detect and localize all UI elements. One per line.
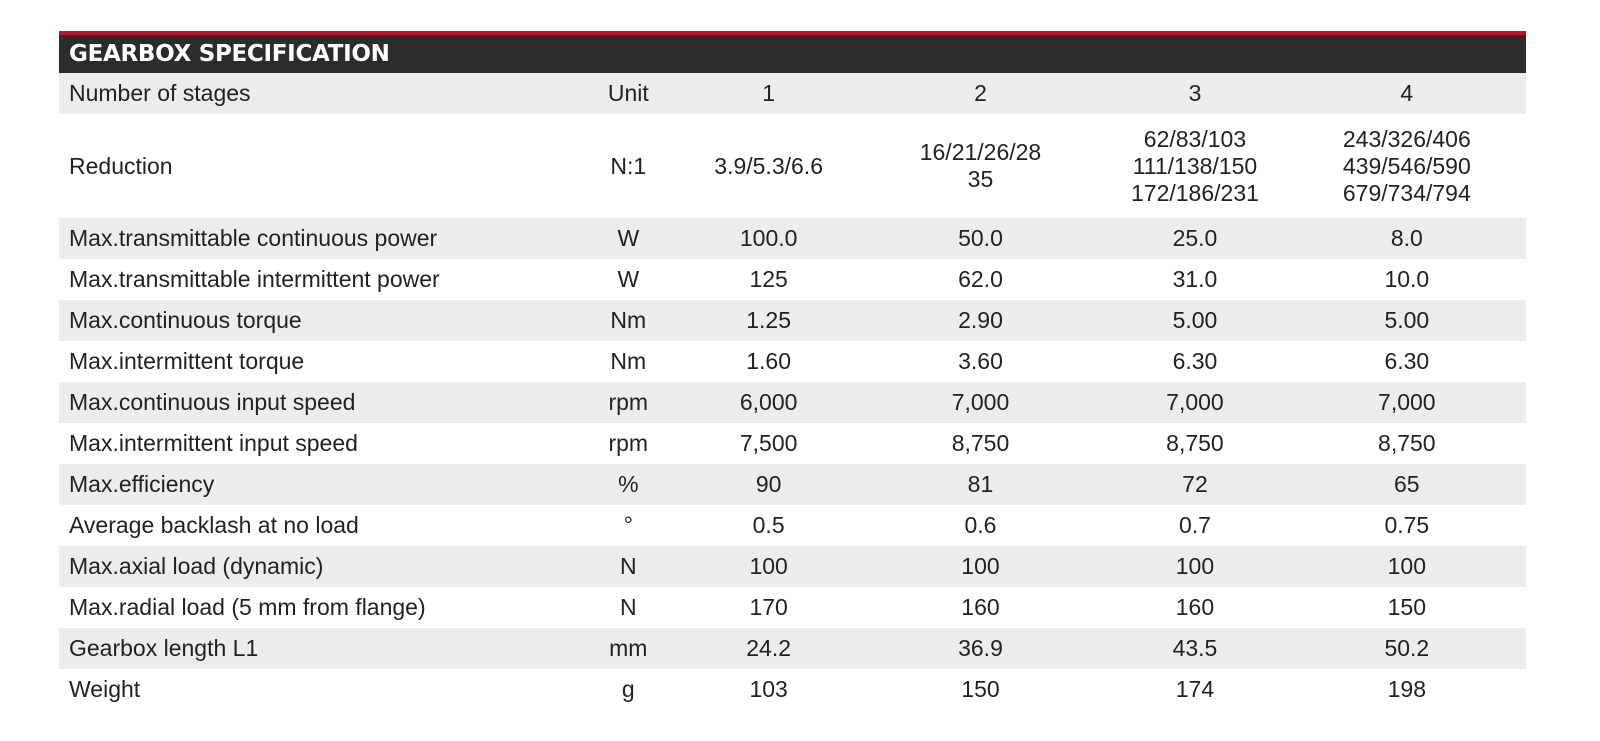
table-row <box>59 300 1526 341</box>
table-title: GEARBOX SPECIFICATION <box>59 35 1526 73</box>
row-value-stage-2: 2.90 <box>859 300 1103 341</box>
table-row <box>59 587 1526 628</box>
table-row <box>59 464 1526 505</box>
row-unit: % <box>578 464 679 505</box>
row-value-stage-2: 150 <box>961 676 1000 702</box>
header-unit: Unit <box>578 73 679 114</box>
row-value-stage-2: 3.60 <box>958 348 1003 374</box>
row-value-stage-2: 50.0 <box>859 218 1103 259</box>
row-value-stage-2: 8,750 <box>951 430 1010 456</box>
row-unit: rpm <box>578 382 679 423</box>
row-value-stage-4: 6.30 <box>1384 348 1430 374</box>
row-value-stage-4: 5.00 <box>1288 300 1526 341</box>
row-value-stage-1: 100.0 <box>679 218 859 259</box>
row-unit: W <box>617 266 640 292</box>
reduction-line: 16/21/26/28 <box>919 139 1042 165</box>
reduction-line: 439/546/590 <box>1342 152 1471 179</box>
header-stage-1: 1 <box>679 73 859 114</box>
row-unit: W <box>578 218 679 259</box>
row-value-stage-4: 10.0 <box>1384 266 1430 292</box>
row-value-stage-2: 81 <box>859 464 1103 505</box>
table-row <box>59 341 1526 382</box>
row-label: Max.intermittent torque <box>69 348 305 374</box>
row-label: Max.efficiency <box>59 464 578 505</box>
table-row-reduction <box>59 114 1526 218</box>
row-unit: N:1 <box>610 152 647 179</box>
reduction-line: 172/186/231 <box>1131 179 1259 206</box>
row-unit: ° <box>623 512 633 538</box>
row-value-stage-4: 50.2 <box>1288 628 1526 669</box>
row-value-stage-3: 25.0 <box>1102 218 1287 259</box>
row-value-stage-2: 160 <box>961 594 1000 620</box>
row-value-stage-4: 8,750 <box>1378 430 1436 456</box>
row-label: Average backlash at no load <box>69 512 359 538</box>
row-value-stage-3: 43.5 <box>1102 628 1287 669</box>
reduction-line: 35 <box>967 166 994 192</box>
row-label: Max.axial load (dynamic) <box>59 546 578 587</box>
row-value-stage-4: 7,000 <box>1288 382 1526 423</box>
table-row <box>59 505 1526 546</box>
row-label: Reduction <box>69 152 173 179</box>
row-unit: N <box>578 546 679 587</box>
table-row <box>59 218 1526 259</box>
row-value-stage-3: 100 <box>1102 546 1287 587</box>
row-value-stage-4: 150 <box>1387 594 1426 620</box>
row-label: Max.transmittable continuous power <box>59 218 578 259</box>
row-value-stage-1: 1.25 <box>679 300 859 341</box>
row-value-stage-4: 0.75 <box>1384 512 1430 538</box>
row-value-stage-3: 31.0 <box>1172 266 1218 292</box>
row-unit: Nm <box>578 300 679 341</box>
row-value-stage-1: 1.60 <box>746 348 792 374</box>
table-row <box>59 669 1526 710</box>
row-value-stage-1: 103 <box>749 676 788 702</box>
table-row <box>59 423 1526 464</box>
row-value-stage-1: 0.5 <box>752 512 785 538</box>
row-unit: Nm <box>610 348 647 374</box>
row-label: Max.intermittent input speed <box>69 430 358 456</box>
header-stage-3: 3 <box>1102 73 1287 114</box>
reduction-line: 679/734/794 <box>1342 179 1471 206</box>
row-unit: g <box>621 676 635 702</box>
row-value-stage-2: 62.0 <box>958 266 1003 292</box>
table-row <box>59 546 1526 587</box>
table-row <box>59 382 1526 423</box>
row-value-stage-4: 198 <box>1387 676 1426 702</box>
row-value-stage-3: 0.7 <box>1178 512 1211 538</box>
row-value-stage-1: 100 <box>679 546 859 587</box>
reduction-stage-2 <box>859 114 1103 218</box>
spec-table <box>59 73 1526 710</box>
row-value-stage-2: 36.9 <box>859 628 1103 669</box>
row-value-stage-3: 7,000 <box>1102 382 1287 423</box>
row-value-stage-2: 100 <box>859 546 1103 587</box>
row-value-stage-3: 8,750 <box>1166 430 1224 456</box>
reduction-stage-1 <box>679 114 859 218</box>
reduction-stage-3 <box>1102 114 1287 218</box>
row-value-stage-4: 100 <box>1288 546 1526 587</box>
row-unit: N <box>619 594 637 620</box>
row-unit: rpm <box>608 430 649 456</box>
header-row <box>59 73 1526 114</box>
row-value-stage-2: 0.6 <box>964 512 997 538</box>
row-value-stage-3: 5.00 <box>1102 300 1287 341</box>
row-value-stage-3: 160 <box>1175 594 1215 620</box>
reduction-stage-4 <box>1288 114 1526 218</box>
header-stage-4: 4 <box>1288 73 1526 114</box>
row-value-stage-4: 8.0 <box>1288 218 1526 259</box>
row-unit: mm <box>578 628 679 669</box>
row-label: Gearbox length L1 <box>59 628 578 669</box>
row-value-stage-1: 125 <box>749 266 788 292</box>
table-row <box>59 259 1526 300</box>
row-value-stage-1: 24.2 <box>679 628 859 669</box>
table-row <box>59 628 1526 669</box>
row-value-stage-2: 7,000 <box>859 382 1103 423</box>
reduction-line: 243/326/406 <box>1342 125 1471 152</box>
row-value-stage-1: 7,500 <box>739 430 798 456</box>
row-label: Max.continuous input speed <box>59 382 578 423</box>
header-label: Number of stages <box>59 73 578 114</box>
row-label: Weight <box>69 676 141 702</box>
header-stage-2: 2 <box>859 73 1103 114</box>
spec-rows <box>59 218 1526 710</box>
row-value-stage-3: 72 <box>1102 464 1287 505</box>
reduction-line: 62/83/103 <box>1143 125 1247 152</box>
row-value-stage-1: 170 <box>749 594 788 620</box>
row-label: Max.radial load (5 mm from flange) <box>69 594 426 620</box>
row-value-stage-4: 65 <box>1288 464 1526 505</box>
reduction-line: 111/138/150 <box>1132 152 1258 179</box>
gearbox-specification-table <box>59 31 1526 710</box>
row-label: Max.transmittable intermittent power <box>69 266 440 292</box>
row-value-stage-1: 6,000 <box>679 382 859 423</box>
reduction-line: 3.9/5.3/6.6 <box>714 152 823 179</box>
row-value-stage-3: 174 <box>1175 676 1215 702</box>
row-value-stage-1: 90 <box>679 464 859 505</box>
row-value-stage-3: 6.30 <box>1172 348 1218 374</box>
row-label: Max.continuous torque <box>59 300 578 341</box>
